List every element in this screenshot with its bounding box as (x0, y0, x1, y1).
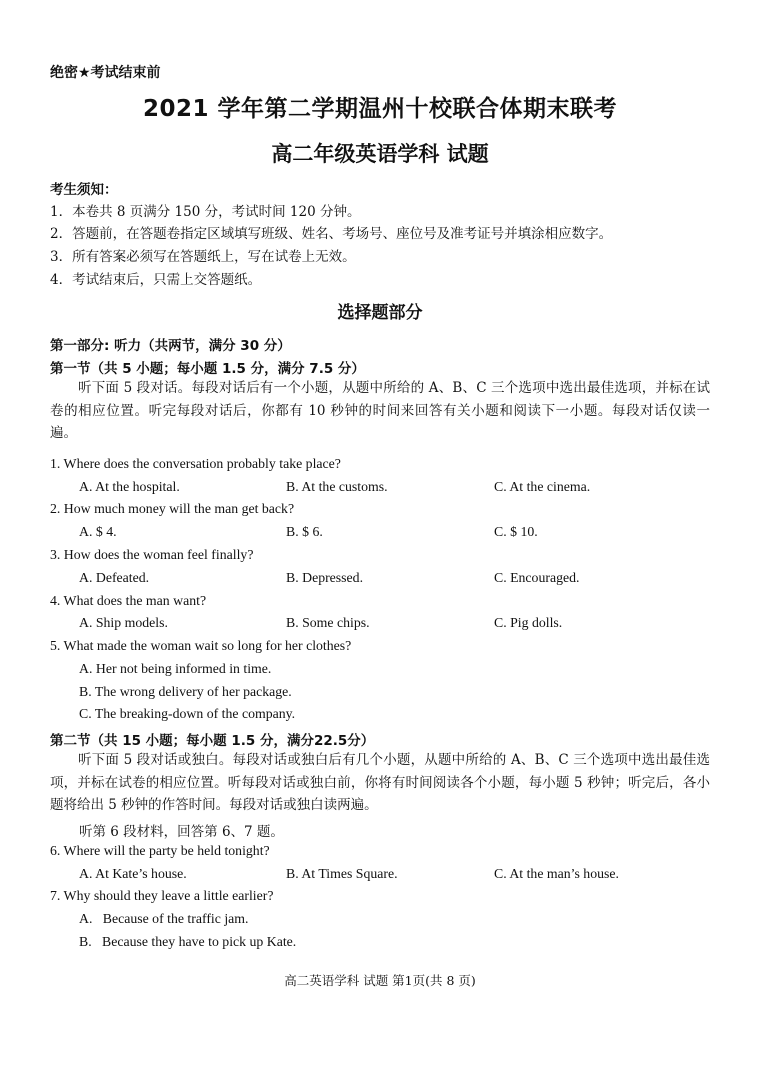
confidential-mark: 绝密★考试结束前 (50, 65, 161, 81)
page-footer: 高二英语学科 试题 第1页(共 8 页) (284, 973, 476, 988)
option-b: B. The wrong delivery of her package. (79, 684, 292, 699)
section1-instructions: 听下面 5 段对话。每段对话后有一个小题，从题中所给的 A、B、C 三个选项中选出最佳选项，并标在试卷的相应位置。听完每段对话后，你都有 10 秒钟的时间来回答有关小题和阅读下一小题。每段对话仅读一遍。 (50, 380, 710, 441)
option-c: C. At the cinema. (494, 479, 591, 494)
notice-item: 4．考试结束后，只需上交答题纸。 (50, 272, 262, 288)
section1-heading: 第一节（共 5 小题；每小题 1.5 分，满分 7.5 分） (50, 361, 365, 377)
notice-item: 3．所有答案必须写在答题纸上，写在试卷上无效。 (50, 249, 356, 265)
question-stem: 7. Why should they leave a little earlier? (50, 888, 274, 903)
option-c: C. Pig dolls. (494, 615, 563, 630)
exam-title: 2021 学年第二学期温州十校联合体期末联考 (142, 96, 618, 122)
question-stem: 4. What does the man want? (50, 593, 207, 608)
option-a: A. Her not being informed in time. (79, 661, 272, 676)
option-b: B. At Times Square. (286, 866, 398, 881)
question-stem: 6. Where will the party be held tonight? (50, 843, 270, 858)
question-stem: 3. How does the woman feel finally? (50, 547, 254, 562)
section2-heading: 第二节（共 15 小题；每小题 1.5 分，满分22.5分） (50, 733, 375, 749)
notice-item: 1．本卷共 8 页满分 150 分，考试时间 120 分钟。 (50, 204, 361, 220)
question-stem: 5. What made the woman wait so long for her clothes? (50, 638, 352, 653)
option-a: A. At Kate’s house. (79, 866, 187, 881)
option-a: A. $ 4. (79, 524, 117, 539)
option-b: B. Some chips. (286, 615, 370, 630)
option-a: A. Because of the traffic jam. (79, 911, 249, 926)
notice-item: 2．答题前，在答题卷指定区域填写班级、姓名、考场号、座位号及准考证号并填涂相应数字。 (50, 226, 613, 242)
option-a: A. Ship models. (79, 615, 168, 630)
exam-subtitle: 高二年级英语学科 试题 (271, 142, 489, 166)
material-note: 听第 6 段材料，回答第 6、7 题。 (79, 824, 284, 840)
option-b: B. Depressed. (286, 570, 364, 585)
option-b: B. $ 6. (286, 524, 323, 539)
option-c: C. The breaking-down of the company. (79, 706, 296, 721)
option-a: A. Defeated. (79, 570, 150, 585)
option-a: A. At the hospital. (79, 479, 180, 494)
option-c: C. $ 10. (494, 524, 538, 539)
section-title: 选择题部分 (337, 303, 423, 323)
question-stem: 1. Where does the conversation probably take place? (50, 456, 341, 471)
option-b: B. At the customs. (286, 479, 388, 494)
option-c: C. At the man’s house. (494, 866, 619, 881)
part-heading: 第一部分: 听力（共两节，满分 30 分） (50, 338, 291, 354)
notice-heading: 考生须知： (50, 182, 118, 198)
option-b: B. Because they have to pick up Kate. (79, 934, 297, 949)
section2-instructions: 听下面 5 段对话或独白。每段对话或独白后有几个小题，从题中所给的 A、B、C 三个选项中选出最佳选项，并标在试卷的相应位置。听每段对话或独白前，你将有时间阅读各个小题，每小题 5 秒钟；听完后，各小题将给出 5 秒钟的作答时间。每段对话或独白读两遍。 (50, 752, 710, 813)
question-stem: 2. How much money will the man get back? (50, 501, 295, 516)
option-c: C. Encouraged. (494, 570, 580, 585)
